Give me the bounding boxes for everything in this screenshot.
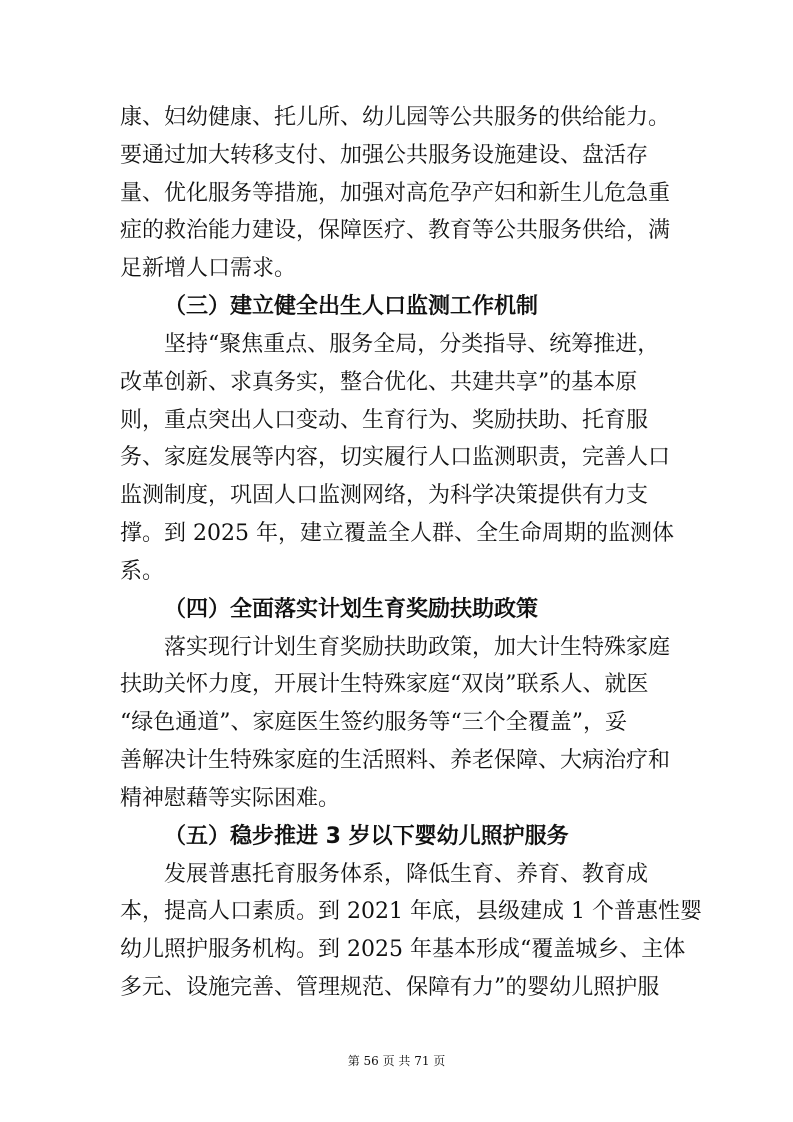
body-text-line: 足新增人口需求。 bbox=[120, 256, 297, 281]
body-text-line: 则，重点突出人口变动、生育行为、奖励扶助、托育服 bbox=[120, 408, 649, 433]
body-text-line: “绿色通道”、家庭医生签约服务等“三个全覆盖”，妥 bbox=[120, 710, 627, 735]
body-text-line: 本，提高人口素质。到 2021 年底，县级建成 1 个普惠性婴 bbox=[120, 899, 702, 924]
body-text-line: 扶助关怀力度，开展计生特殊家庭“双岗”联系人、就医 bbox=[120, 672, 649, 697]
section-heading: （五）稳步推进 3 岁以下婴幼儿照护服务 bbox=[164, 824, 569, 849]
section-heading: （三）建立健全出生人口监测工作机制 bbox=[164, 294, 539, 319]
body-text-line: 要通过加大转移支付、加强公共服务设施建设、盘活存 bbox=[120, 143, 649, 168]
body-text-line: 落实现行计划生育奖励扶助政策，加大计生特殊家庭 bbox=[164, 635, 671, 660]
body-text-line: 幼儿照护服务机构。到 2025 年基本形成“覆盖城乡、主体 bbox=[120, 937, 686, 962]
body-text-line: 量、优化服务等措施，加强对高危孕产妇和新生儿危急重 bbox=[120, 181, 671, 206]
body-text-line: 撑。到 2025 年，建立覆盖全人群、全生命周期的监测体 bbox=[120, 521, 674, 546]
body-text-line: 善解决计生特殊家庭的生活照料、养老保障、大病治疗和 bbox=[120, 748, 671, 773]
body-text-line: 坚持“聚焦重点、服务全局，分类指导、统筹推进， bbox=[164, 332, 660, 357]
body-text-line: 监测制度，巩固人口监测网络，为科学决策提供有力支 bbox=[120, 483, 649, 508]
body-text-line: 症的救治能力建设，保障医疗、教育等公共服务供给，满 bbox=[120, 218, 671, 243]
body-text-line: 多元、设施完善、管理规范、保障有力”的婴幼儿照护服 bbox=[120, 975, 660, 1000]
body-text-line: 精神慰藉等实际困难。 bbox=[120, 786, 341, 811]
body-text-line: 发展普惠托育服务体系，降低生育、养育、教育成 bbox=[164, 862, 649, 887]
body-text-line: 改革创新、求真务实，整合优化、共建共享”的基本原 bbox=[120, 370, 638, 395]
page-number-footer: 第 56 页 共 71 页 bbox=[347, 1054, 446, 1068]
body-text-line: 务、家庭发展等内容，切实履行人口监测职责，完善人口 bbox=[120, 445, 671, 470]
body-text-line: 康、妇幼健康、托儿所、幼儿园等公共服务的供给能力。 bbox=[120, 105, 671, 130]
section-heading: （四）全面落实计划生育奖励扶助政策 bbox=[164, 597, 539, 622]
body-text-line: 系。 bbox=[120, 559, 165, 584]
